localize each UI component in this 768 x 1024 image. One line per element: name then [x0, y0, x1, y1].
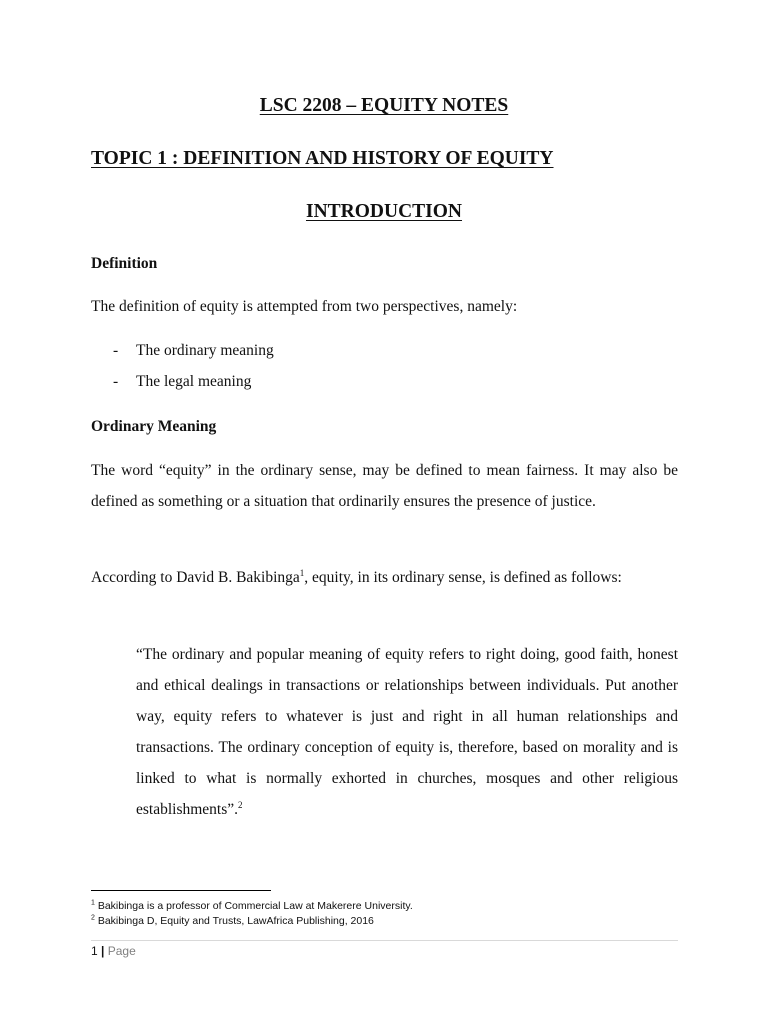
bullet-dash: - [113, 373, 119, 390]
footnote-ref[interactable]: 1 [299, 567, 305, 578]
paragraph-text: , equity, in its ordinary sense, is defined as follows: [304, 569, 622, 586]
bullet-dash: - [113, 342, 119, 359]
bakibinga-paragraph [91, 562, 678, 593]
document-title: LSC 2208 – EQUITY NOTES [259, 95, 509, 116]
footnote-number: 2 [91, 914, 95, 922]
page-footer [91, 944, 136, 958]
footnote-text: Bakibinga D, Equity and Trusts, LawAfrica Publishing, 2016 [94, 915, 374, 927]
topic-heading: TOPIC 1 : DEFINITION AND HISTORY OF EQUITY [91, 148, 554, 169]
footnote-number: 1 [91, 899, 95, 907]
paragraph-text: According to David B. Bakibinga [91, 569, 300, 586]
section-heading: INTRODUCTION [305, 201, 463, 222]
footer-divider [91, 940, 678, 941]
footnote-ref[interactable]: 2 [238, 799, 243, 810]
definition-heading: Definition [91, 255, 158, 272]
footer-separator: | [101, 944, 105, 958]
block-quote [136, 639, 678, 825]
definition-intro: The definition of equity is attempted from two perspectives, namely: [91, 298, 518, 315]
ordinary-meaning-heading: Ordinary Meaning [91, 418, 217, 435]
page-label: Page [107, 944, 136, 958]
footnote-text: Bakibinga is a professor of Commercial Law at Makerere University. [94, 900, 413, 912]
ordinary-meaning-paragraph: The word “equity” in the ordinary sense, may be defined to mean fairness. It may also be defined as something or a situation that ordinarily ensures the presence of justice. [91, 462, 678, 510]
footnote [91, 915, 374, 927]
footnote [91, 900, 413, 912]
list-item [113, 342, 274, 360]
bullet-text: The legal meaning [136, 373, 252, 390]
footnote-divider [91, 890, 271, 891]
quote-text: “The ordinary and popular meaning of equity refers to right doing, good faith, honest and ethical dealings in transactions or relationships between individuals. Put another way, equity refers to whatever is just and right in all human relationships and transactions. The ordinary conception of equity is, therefore, based on morality and is linked to what is normally exhorted in churches, mosques and other religious establishments”. [136, 646, 678, 818]
bullet-text: The ordinary meaning [136, 342, 274, 359]
page-number: 1 [91, 944, 98, 958]
list-item [113, 373, 251, 391]
